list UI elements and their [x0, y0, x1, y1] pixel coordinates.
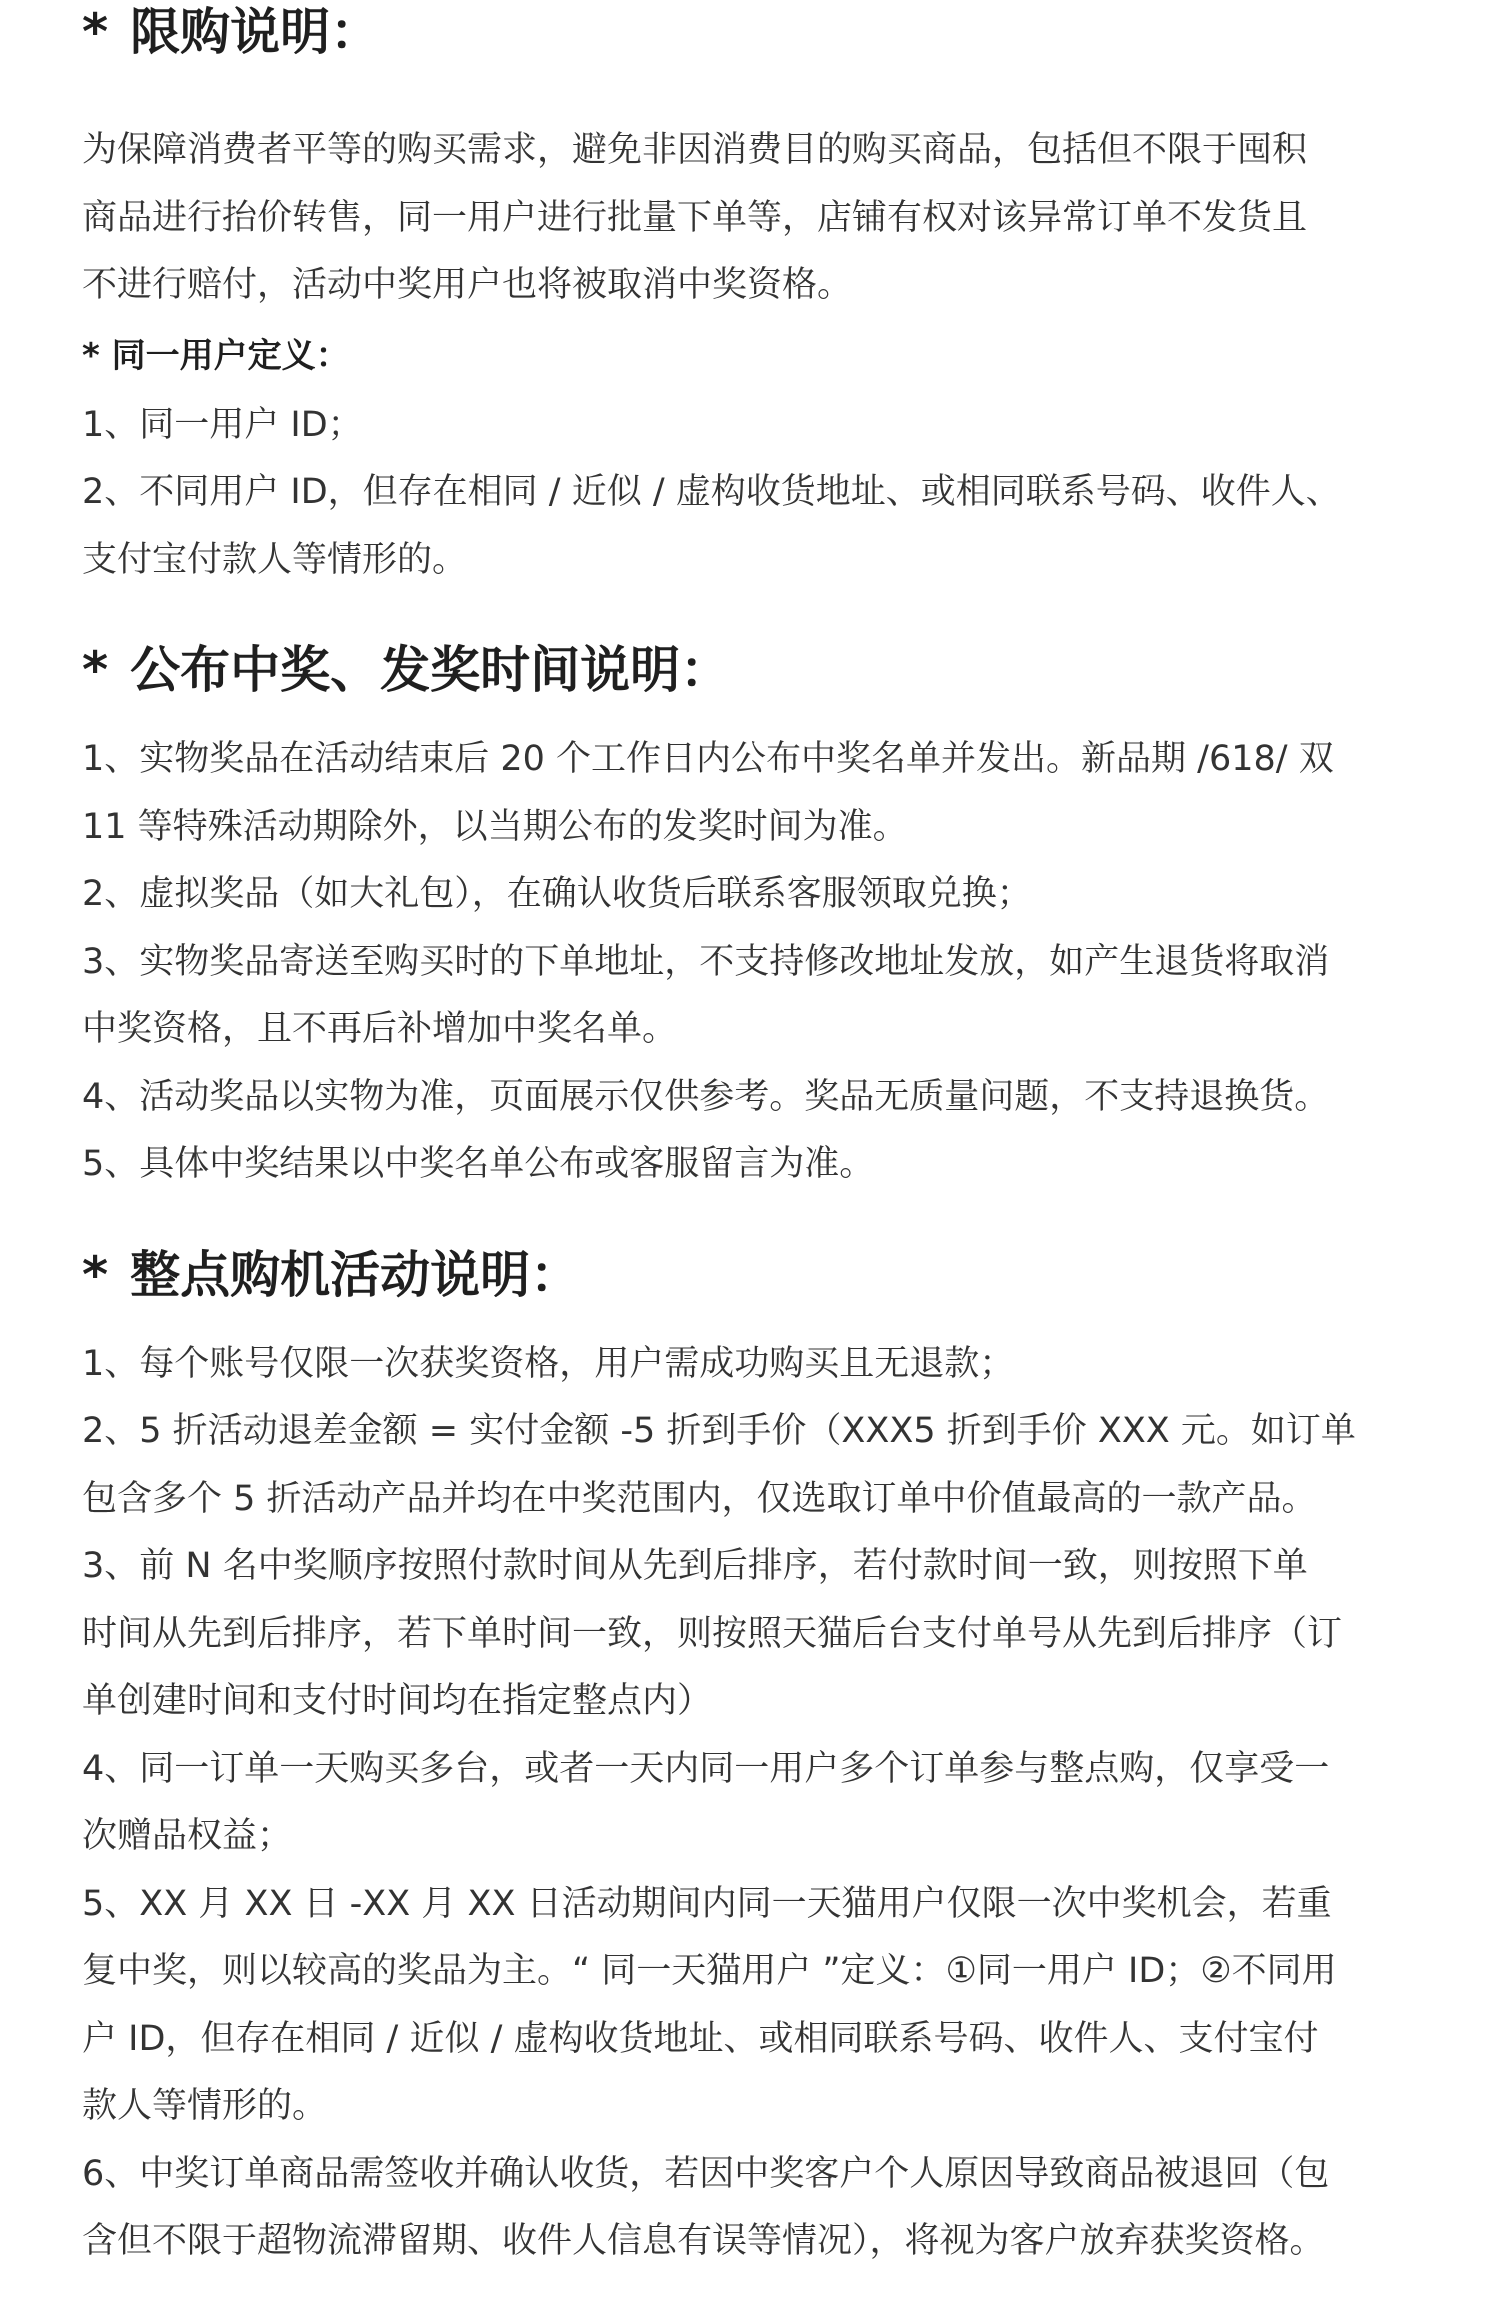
list-item: 3、实物奖品寄送至购买时的下单地址，不支持修改地址发放，如产生退货将取消 [82, 941, 1330, 982]
list-item: 2、5 折活动退差金额 = 实付金额 -5 折到手价（XXX5 折到手价 XXX 元。如订单 [82, 1411, 1356, 1451]
list-item: 单创建时间和支付时间均在指定整点内） [82, 1681, 713, 1721]
list-item: 1、同一用户 ID； [82, 404, 363, 445]
list-item: 支付宝付款人等情形的。 [82, 539, 468, 580]
section-title-hourly-purchase [82, 1243, 1440, 1307]
prize-announcement-body [82, 726, 1440, 1199]
hourly-purchase-body [82, 1331, 1440, 2276]
section-title-prize-announcement [82, 638, 1440, 702]
same-user-definition-subtitle: * 同一用户定义： [82, 335, 350, 376]
list-item: 4、同一订单一天购买多台，或者一天内同一用户多个订单参与整点购，仅享受一 [82, 1748, 1330, 1789]
list-item: 5、XX 月 XX 日 -XX 月 XX 日活动期间内同一天猫用户仅限一次中奖机会，若重 [82, 1883, 1332, 1924]
list-item: 11 等特殊活动期除外，以当期公布的发奖时间为准。 [82, 806, 908, 847]
list-item: 3、前 N 名中奖顺序按照付款时间从先到后排序，若付款时间一致，则按照下单 [82, 1546, 1308, 1586]
paragraph-line: 不进行赔付，活动中奖用户也将被取消中奖资格。 [82, 265, 853, 305]
list-item: 户 ID，但存在相同 / 近似 / 虚构收货地址、或相同联系号码、收件人、支付宝付 [82, 2018, 1319, 2059]
list-item: 4、活动奖品以实物为准，页面展示仅供参考。奖品无质量问题，不支持退换货。 [82, 1076, 1330, 1117]
purchase-limit-body [82, 117, 1440, 594]
list-item: 款人等情形的。 [82, 2086, 328, 2126]
list-item: 1、每个账号仅限一次获奖资格，用户需成功购买且无退款； [82, 1343, 1015, 1384]
list-item: 时间从先到后排序，若下单时间一致，则按照天猫后台支付单号从先到后排序（订 [82, 1613, 1343, 1654]
paragraph-line: 商品进行抬价转售，同一用户进行批量下单等，店铺有权对该异常订单不发货且 [82, 197, 1308, 238]
list-item: 2、虚拟奖品（如大礼包），在确认收货后联系客服领取兑换； [82, 874, 1032, 914]
list-item: 包含多个 5 折活动产品并均在中奖范围内，仅选取订单中价值最高的一款产品。 [82, 1478, 1317, 1519]
section-title-text: 整点购机活动说明： [130, 1245, 581, 1304]
paragraph-line: 为保障消费者平等的购买需求，避免非因消费目的购买商品，包括但不限于囤积 [82, 130, 1308, 170]
list-item: 1、实物奖品在活动结束后 20 个工作日内公布中奖名单并发出。新品期 /618/ 双 [82, 739, 1334, 779]
list-item: 含但不限于超物流滞留期、收件人信息有误等情况），将视为客户放弃获奖资格。 [82, 2221, 1325, 2261]
asterisk-marker: * [82, 3, 109, 61]
list-item: 6、中奖订单商品需签收并确认收货，若因中奖客户个人原因导致商品被退回（包 [82, 2153, 1330, 2194]
section-title-text: 公布中奖、发奖时间说明： [130, 641, 731, 699]
list-item: 次赠品权益； [82, 1816, 293, 1856]
list-item: 复中奖，则以较高的奖品为主。“ 同一天猫用户 ”定义：①同一用户 ID；②不同用 [82, 1951, 1337, 1991]
section-title-purchase-limit [82, 0, 1440, 70]
asterisk-marker: * [82, 1245, 109, 1304]
asterisk-marker: * [82, 641, 109, 699]
list-item: 5、具体中奖结果以中奖名单公布或客服留言为准。 [82, 1144, 875, 1184]
list-item: 2、不同用户 ID，但存在相同 / 近似 / 虚构收货地址、或相同联系号码、收件人、 [82, 472, 1341, 512]
list-item: 中奖资格，且不再后补增加中奖名单。 [82, 1009, 678, 1049]
section-title-text: 限购说明： [130, 3, 381, 61]
